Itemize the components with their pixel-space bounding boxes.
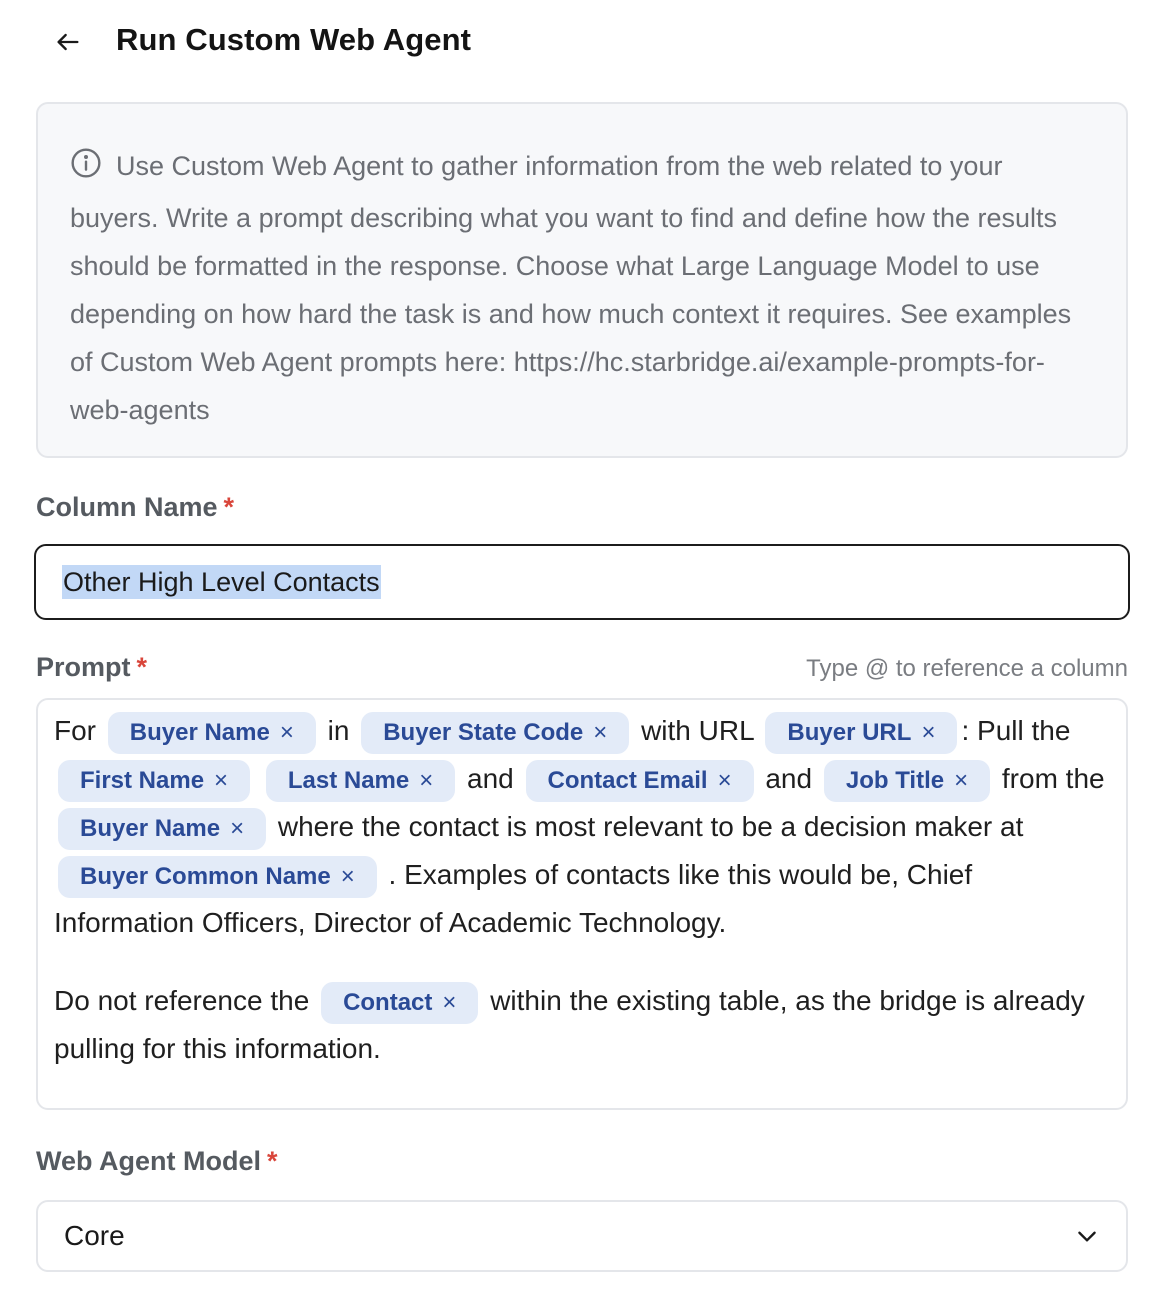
model-label [36,1146,278,1177]
column-chip-contact[interactable] [321,982,478,1024]
prompt-hint: Type @ to reference a column [806,655,1128,682]
column-name-input[interactable] [34,544,1130,620]
chevron-down-icon [1074,1223,1100,1249]
model-selected-value: Core [64,1220,125,1251]
page-header [0,0,1168,86]
prompt-text: For [54,715,96,746]
remove-chip-icon[interactable]: × [717,767,732,794]
back-button[interactable] [50,24,86,60]
prompt-text: and [467,763,514,794]
required-mark: * [223,492,235,522]
column-chip-job-title[interactable] [824,760,990,802]
chip-label: Contact Email [547,767,708,794]
chip-label: Last Name [287,767,410,794]
prompt-text: and [765,763,813,794]
model-label-text: Web Agent Model [36,1146,261,1176]
prompt-text: in [327,715,350,746]
info-callout [36,102,1128,458]
column-chip-buyer-state-code[interactable] [361,712,629,754]
remove-chip-icon[interactable]: × [593,719,608,746]
column-chip-buyer-url[interactable] [765,712,957,754]
prompt-text: where the contact is most relevant to be a decision maker at [277,811,1024,842]
column-chip-buyer-name[interactable] [108,712,316,754]
prompt-text: from the [1001,763,1105,794]
column-chip-last-name[interactable] [266,760,455,802]
remove-chip-icon[interactable]: × [419,767,434,794]
column-name-label [36,492,234,523]
model-select[interactable] [36,1200,1128,1272]
info-text: Use Custom Web Agent to gather information from the web related to your buyers. Write a prompt describing what you want to find and define how the results should be formatted in the response. Choose what Large Language Model to use depending on how hard the task is and how much context it requires. See examples of Custom Web Agent prompts here: https://hc.starbridge.ai/example-prompts-for-web-agents [70,151,1072,425]
column-name-label-text: Column Name [36,492,218,522]
info-circle-icon [70,146,102,194]
prompt-text: : Pull the [961,715,1071,746]
remove-chip-icon[interactable]: × [279,719,294,746]
column-chip-contact-email[interactable] [526,760,754,802]
remove-chip-icon[interactable]: × [921,719,936,746]
prompt-label [36,652,147,683]
remove-chip-icon[interactable]: × [954,767,969,794]
prompt-editor[interactable] [36,698,1128,1110]
remove-chip-icon[interactable]: × [230,815,245,842]
required-mark: * [267,1146,278,1176]
required-mark: * [136,652,148,682]
chip-label: Buyer Name [80,815,221,842]
prompt-label-text: Prompt [36,652,131,682]
prompt-text: within the existing table, as the bridge is already pulling for this information. [54,985,1085,1064]
prompt-text: . Examples of contacts like this would be, Chief Information Officers, Director of Academic Technology. [54,859,973,938]
chip-label: First Name [80,767,205,794]
prompt-text: Do not reference the [54,985,310,1016]
page-title: Run Custom Web Agent [116,22,472,57]
chip-label: Buyer URL [787,719,912,746]
arrow-left-icon [54,28,82,56]
chip-label: Buyer Common Name [80,863,331,890]
prompt-paragraph [54,708,1110,946]
prompt-text: with URL [641,715,754,746]
chip-label: Contact [343,989,433,1016]
chip-label: Buyer State Code [383,719,584,746]
chip-label: Buyer Name [129,719,270,746]
column-chip-buyer-name[interactable] [58,808,266,850]
prompt-paragraph [54,978,1110,1072]
remove-chip-icon[interactable]: × [214,767,229,794]
remove-chip-icon[interactable]: × [442,989,457,1016]
column-chip-first-name[interactable] [58,760,250,802]
chip-label: Job Title [845,767,945,794]
remove-chip-icon[interactable]: × [340,863,355,890]
column-chip-buyer-common-name[interactable] [58,856,377,898]
column-name-value[interactable]: Other High Level Contacts [63,567,380,597]
